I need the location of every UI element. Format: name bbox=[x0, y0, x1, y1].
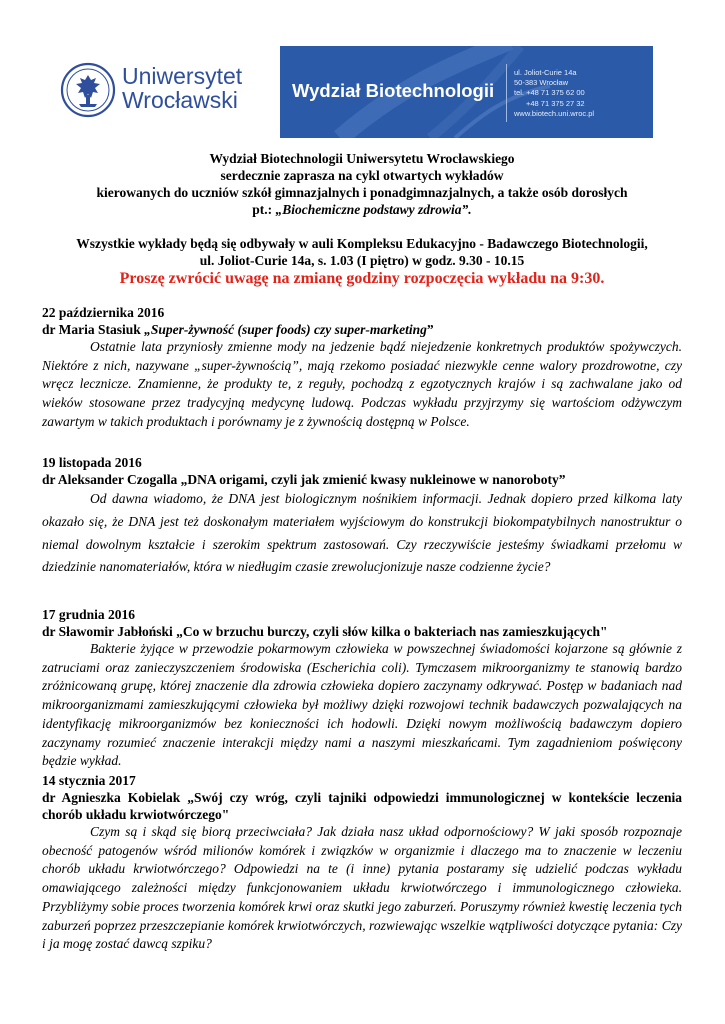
lecture-description: Ostatnie lata przyniosły zmienne mody na jedzenie bądź niejedzenie konkretnych produktów spożywczych. Niektóre z nich, nazywane „super-żywnością”, mają rzekomo posiadać niezwykle cenne walory prozdrowotne, czy wręcz lecznicze. Znamienne, że produkty te, z reguły, pochodzą z egzotycznych krajów i są zachwalane jako od wieków stosowane przez tradycyjną medycynę ludową. Podczas wykładu przyjrzymy się wartościom odżywczym zawartym w takich produktach i porównamy je z żywnością dostępną w Polsce. bbox=[42, 339, 682, 429]
intro-line-1: Wydział Biotechnologii Uniwersytetu Wrocławskiego bbox=[209, 151, 515, 166]
university-logo bbox=[60, 46, 280, 138]
contact-phone-1: tel. +48 71 375 62 00 bbox=[514, 88, 585, 98]
lecture-date: 19 listopada 2016 bbox=[42, 455, 142, 470]
university-crest-icon bbox=[60, 62, 116, 118]
lecture-topic-end: ” bbox=[426, 322, 434, 337]
lecture-2 bbox=[42, 454, 682, 579]
venue-line-2: ul. Joliot-Curie 14a, s. 1.03 (I piętro) w godz. 9.30 - 10.15 bbox=[199, 253, 525, 268]
contact-postal-code: 50-383 Wrocław bbox=[514, 78, 569, 88]
lecture-4 bbox=[42, 772, 682, 954]
lecture-topic: „Super-żywność (super foods) czy super-marketing bbox=[144, 322, 427, 337]
letterhead bbox=[60, 46, 653, 138]
lecture-title: dr Sławomir Jabłoński „Co w brzuchu burczy, czyli słów kilka o bakteriach nas zamieszkujących" bbox=[42, 624, 608, 639]
venue-line-1: Wszystkie wykłady będą się odbywały w auli Kompleksu Edukacyjno - Badawczego Biotechnologii, bbox=[76, 236, 648, 251]
contact-address: ul. Joliot-Curie 14a bbox=[514, 68, 577, 77]
faculty-banner bbox=[280, 46, 653, 138]
invitation-intro bbox=[42, 150, 682, 289]
lecture-date: 17 grudnia 2016 bbox=[42, 607, 136, 622]
intro-line-3: kierowanych do uczniów szkół gimnazjalnych i ponadgimnazjalnych, a także osób dorosłych bbox=[96, 185, 628, 200]
intro-line-2: serdecznie zaprasza na cykl otwartych wykładów bbox=[220, 168, 504, 183]
university-name bbox=[122, 64, 242, 112]
lecture-3 bbox=[42, 606, 682, 771]
lecture-title bbox=[42, 321, 682, 338]
lecture-date: 14 stycznia 2017 bbox=[42, 773, 136, 788]
lecture-speaker: dr Maria Stasiuk bbox=[42, 322, 145, 337]
series-title: „Biochemiczne podstawy zdrowia”. bbox=[275, 202, 472, 217]
series-prefix: pt.: bbox=[252, 202, 276, 217]
lecture-description: Od dawna wiadomo, że DNA jest biologicznym nośnikiem informacji. Jednak dopiero przed kilkoma laty okazało się, że DNA jest też doskonałym materiałem wyjściowym do konstrukcji biokompatybilnych nanostruktur o niemal dowolnym kształcie i szerokim spektrum zastosowań. Czy rzeczywiście jesteśmy świadkami przełomu w dziedzinie nanomateriałów, która w niedługim czasie zrewolucjonizuje nasze codzienne życie? bbox=[42, 491, 682, 575]
lecture-title: dr Aleksander Czogalla „DNA origami, czyli jak zmienić kwasy nukleinowe w nanoroboty” bbox=[42, 472, 566, 487]
university-name-line2: Wrocławski bbox=[122, 87, 238, 113]
contact-website: www.biotech.uni.wroc.pl bbox=[514, 108, 595, 118]
lecture-description: Czym są i skąd się biorą przeciwciała? Jak działa nasz układ odpornościowy? W jaki sposób rozpoznaje obecność patogenów wśród milionów komórek i związków w organizmie i dlaczego ma to znaczenie w leczeniu chorób układu krwiotwórczego? Odpowiedzi na te (i inne) pytania postaramy się udzielić podczas wykładu omawiającego zależności między funkcjonowaniem układu krwiotwórczego i immunologicznego człowieka. Przybliżymy sobie proces tworzenia komórek krwi oraz skutki jego zaburzeń. Poruszymy również kwestię leczenia tych zaburzeń poprzez przeszczepianie komórek krwiotwórczych, rozwiewając wszelkie wątpliwości dotyczące pytania: Czy i ja mogę zostać dawcą szpiku? bbox=[42, 824, 682, 952]
contact-phone-2: +48 71 375 27 32 bbox=[526, 98, 585, 108]
time-change-notice: Proszę zwrócić uwagę na zmianę godziny rozpoczęcia wykładu na 9:30. bbox=[119, 270, 605, 287]
faculty-name: Wydział Biotechnologii bbox=[292, 80, 495, 101]
lecture-date: 22 października 2016 bbox=[42, 305, 165, 320]
spacer bbox=[42, 218, 682, 235]
contact-info bbox=[514, 68, 594, 119]
lecture-1 bbox=[42, 304, 682, 432]
university-name-line1: Uniwersytet bbox=[122, 63, 243, 89]
lecture-title: dr Agnieszka Kobielak „Swój czy wróg, czyli tajniki odpowiedzi immunologicznej w kontekście leczenia chorób układu krwiotwórczego" bbox=[42, 790, 682, 822]
lecture-description: Bakterie żyjące w przewodzie pokarmowym człowieka w powszechnej świadomości kojarzone są głównie z zatruciami oraz zanieczyszczeniem środowiska (Escherichia coli). Tymczasem mikroorganizmy te stanowią bardzo zróżnicowaną grupę, której znaczenie dla zdrowia człowieka dopiero zaczynamy odkrywać. Postęp w badaniach nad mikroorganizmami zamieszkującymi człowieka był możliwy dzięki rozwojowi technik badawczych pozwalających na identyfikację mikroorganizmów bez konieczności ich hodowli. Dzięki nowym możliwością badawczym dopiero zaczynamy rozumieć znaczenie interakcji między nami a naszymi mieszkańcami. Tym zagadnieniom poświęcony będzie wykład. bbox=[42, 641, 682, 769]
intro-series-title bbox=[42, 201, 682, 218]
banner-divider bbox=[506, 64, 507, 122]
